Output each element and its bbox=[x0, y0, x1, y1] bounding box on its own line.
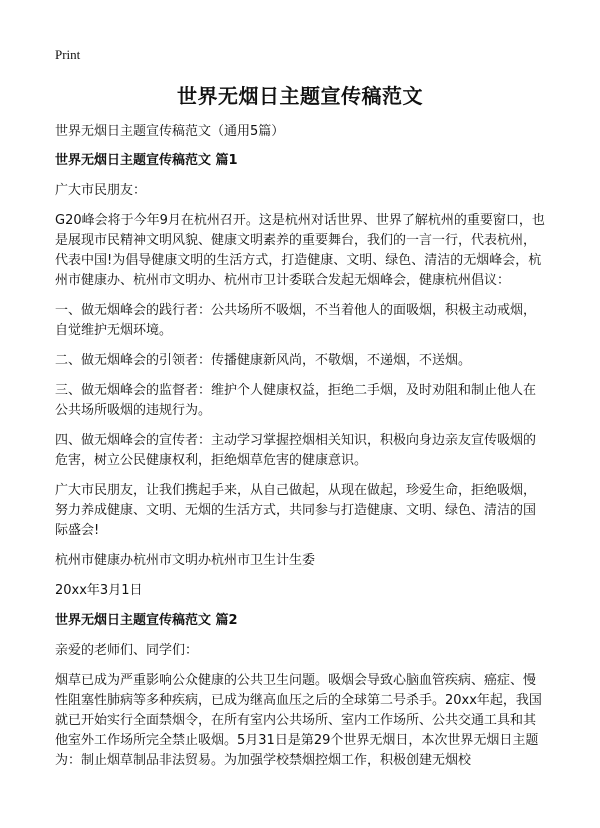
paragraph: 三、做无烟峰会的监督者：维护个人健康权益，拒绝二手烟，及时劝阻和制止他人在公共场所吸烟的违规行为。 bbox=[55, 383, 537, 418]
signature: 杭州市健康办杭州市文明办杭州市卫生计生委 bbox=[55, 553, 316, 568]
section-heading-2: 世界无烟日主题宣传稿范文 篇2 bbox=[55, 613, 238, 628]
paragraph: 烟草已成为严重影响公众健康的公共卫生问题。吸烟会导致心脑血管疾病、癌症、慢性阻塞性肺病等多种疾病，已成为继高血压之后的全球第二号杀手。20xx年起，我国就已开始实行全面禁烟令，在所有室内公共场所、室内工作场所、公共交通工具和其他室外工作场所完全禁止吸烟。5月31日是第29个世界无烟日，本次世界无烟日主题为：制止烟草制品非法贸易。为加强学校禁烟控烟工作，积极创建无烟校 bbox=[55, 673, 542, 768]
date: 20xx年3月1日 bbox=[55, 583, 143, 598]
print-link[interactable]: Print bbox=[55, 47, 81, 62]
greeting-1: 广大市民朋友： bbox=[55, 183, 147, 198]
paragraph: 四、做无烟峰会的宣传者：主动学习掌握控烟相关知识，积极向身边亲友宣传吸烟的危害，树立公民健康权利，拒绝烟草危害的健康意识。 bbox=[55, 433, 537, 468]
page-title: 世界无烟日主题宣传稿范文 bbox=[177, 84, 423, 108]
document-subtitle: 世界无烟日主题宣传稿范文（通用5篇） bbox=[55, 124, 285, 139]
paragraph: 广大市民朋友，让我们携起手来，从自己做起，从现在做起，珍爱生命，拒绝吸烟，努力养成健康、文明、无烟的生活方式，共同参与打造健康、文明、绿色、清洁的国际盛会! bbox=[55, 483, 537, 538]
paragraph: 一、做无烟峰会的践行者：公共场所不吸烟，不当着他人的面吸烟，积极主动戒烟，自觉维护无烟环境。 bbox=[55, 303, 537, 338]
greeting-2: 亲爱的老师们、同学们： bbox=[55, 643, 199, 658]
paragraph: G20峰会将于今年9月在杭州召开。这是杭州对话世界、世界了解杭州的重要窗口，也是展现市民精神文明风貌、健康文明素养的重要舞台，我们的一言一行，代表杭州，代表中国!为倡导健康文明的生活方式，打造健康、文明、绿色、清洁的无烟峰会，杭州市健康办、杭州市文明办、杭州市卫计委联合发起无烟峰会，健康杭州倡议： bbox=[55, 213, 545, 288]
document-body bbox=[55, 122, 545, 781]
section-heading-1: 世界无烟日主题宣传稿范文 篇1 bbox=[55, 153, 238, 168]
paragraph: 二、做无烟峰会的引领者：传播健康新风尚，不敬烟，不递烟，不送烟。 bbox=[55, 353, 472, 368]
